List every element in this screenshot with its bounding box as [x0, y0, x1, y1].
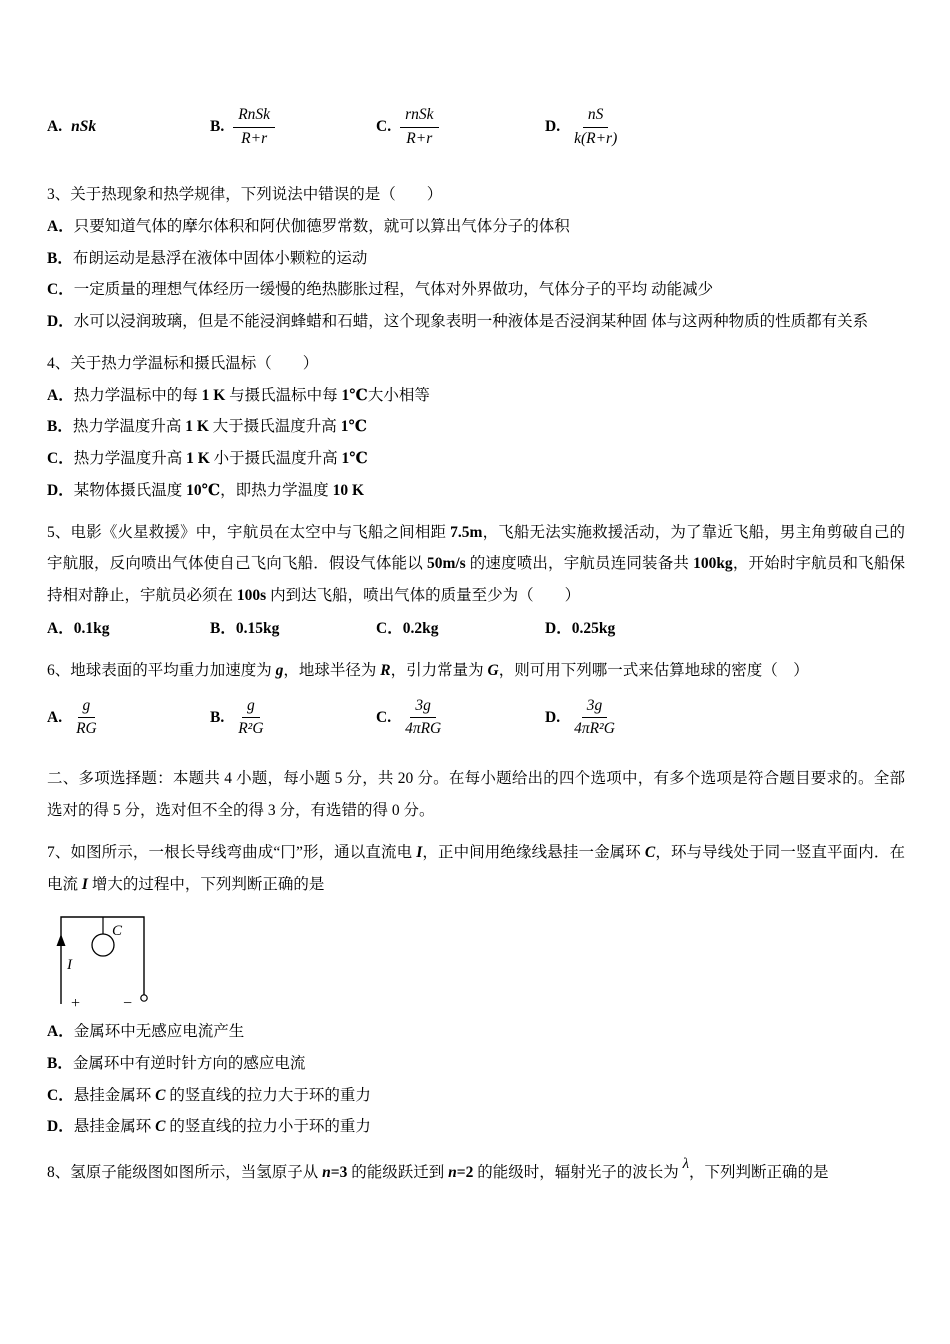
q6-option-a — [47, 696, 210, 739]
q8-stem: 8、氢原子能级图如图所示，当氢原子从 n=3 的能级跃迁到 n=2 的能级时，辐射光子的波长为 λ，下列判断正确的是 — [47, 1156, 829, 1182]
option-label: C． — [376, 619, 403, 637]
q2-option-d — [545, 105, 622, 148]
question-8 — [47, 1157, 905, 1189]
q6-option-c — [376, 696, 545, 739]
fraction — [233, 696, 268, 739]
q2-option-c — [376, 105, 545, 148]
q3-option-a — [47, 211, 905, 243]
q3-stem: 3、关于热现象和热学规律，下列说法中错误的是（ ） — [47, 186, 443, 203]
option-label: C． — [47, 281, 74, 299]
fraction-denominator: 4πR²G — [574, 719, 615, 737]
q7-option-b — [47, 1048, 905, 1080]
option-text: 某物体摄氏温度 10℃，即热力学温度 10 K — [73, 481, 364, 499]
fraction — [233, 105, 275, 148]
q7-option-a — [47, 1016, 905, 1048]
minus-terminal-label: − — [123, 994, 133, 1011]
q6-stem: 6、地球表面的平均重力加速度为 g，地球半径为 R，引力常量为 G，则可用下列哪一式来估算地球的密度（ ） — [47, 661, 809, 679]
plus-terminal-label: + — [71, 994, 81, 1011]
fraction — [400, 105, 438, 148]
option-label: A． — [47, 1023, 74, 1041]
option-text: 一定质量的理想气体经历一缓慢的绝热膨胀过程，气体对外界做功，气体分子的平均 动能减少 — [73, 281, 714, 299]
q4-stem: 4、关于热力学温标和摄氏温标（ ） — [47, 354, 319, 372]
option-value: 0.15kg — [235, 619, 280, 637]
q5-option-a — [47, 613, 210, 645]
option-text: 热力学温度升高 1 K 小于摄氏温度升高 1℃ — [73, 450, 368, 468]
option-text: 金属环中有逆时针方向的感应电流 — [72, 1054, 306, 1072]
fraction-numerator: g — [78, 696, 96, 718]
question-3 — [47, 179, 905, 338]
option-text: 只要知道气体的摩尔体积和阿伏伽德罗常数，就可以算出气体分子的体积 — [73, 217, 570, 235]
option-label: B． — [47, 418, 73, 436]
question-5 — [47, 517, 905, 645]
option-label: C. — [376, 118, 392, 136]
q6-options-row — [47, 687, 905, 747]
fraction-denominator: R+r — [406, 129, 433, 147]
option-label: D． — [545, 619, 572, 637]
option-value: 0.1kg — [73, 619, 110, 637]
question-4 — [47, 348, 905, 507]
q3-option-b — [47, 243, 905, 275]
option-text: 布朗运动是悬浮在液体中固体小颗粒的运动 — [72, 249, 368, 267]
q3-option-d — [47, 306, 905, 338]
q7-figure — [49, 907, 905, 1015]
fraction-numerator: nS — [583, 105, 609, 127]
fraction-denominator: 4πRG — [405, 719, 442, 737]
metal-ring — [92, 934, 114, 956]
q5-option-c — [376, 613, 545, 645]
fraction — [400, 696, 446, 739]
option-label: D. — [545, 118, 561, 136]
option-text: 热力学温度升高 1 K 大于摄氏温度升高 1℃ — [72, 418, 368, 436]
q4-option-c — [47, 443, 905, 475]
option-value: nSk — [71, 118, 97, 136]
option-value: 0.2kg — [402, 619, 439, 637]
fraction-numerator: g — [242, 696, 260, 718]
option-label: C. — [376, 708, 392, 726]
option-label: C． — [47, 450, 74, 468]
option-label: A． — [47, 217, 74, 235]
option-label: B． — [47, 249, 73, 267]
fraction — [71, 696, 102, 739]
section-2-heading: 二、多项选择题：本题共 4 小题，每小题 5 分，共 20 分。在每小题给出的四个选项中，有多个选项是符合题目要求的。全部选对的得 5 分，选对但不全的得 3 分，有选错的得 0 分。 — [47, 770, 905, 820]
option-label: D． — [47, 313, 74, 331]
option-text: 金属环中无感应电流产生 — [73, 1023, 245, 1041]
option-label: B． — [47, 1054, 73, 1072]
option-text: 热力学温标中的每 1 K 与摄氏温标中每 1℃大小相等 — [73, 386, 430, 404]
option-label: D. — [545, 708, 561, 726]
option-text: 悬挂金属环 C 的竖直线的拉力大于环的重力 — [73, 1086, 371, 1104]
fraction-denominator: RG — [76, 719, 97, 737]
q4-option-b — [47, 411, 905, 443]
terminal-circle — [141, 994, 147, 1000]
fraction-numerator: RnSk — [233, 105, 275, 127]
fraction-denominator: k(R+r) — [574, 129, 618, 147]
fraction-denominator: R²G — [238, 719, 264, 737]
q7-option-d — [47, 1111, 905, 1143]
ring-label: C — [112, 922, 123, 939]
q4-option-a — [47, 380, 905, 412]
q3-option-c — [47, 274, 905, 306]
option-label: D． — [47, 1118, 74, 1136]
option-label: B. — [210, 118, 225, 136]
q2-options-row — [47, 97, 905, 157]
fraction-numerator: rnSk — [400, 105, 438, 127]
q6-option-d — [545, 696, 620, 739]
option-label: C． — [47, 1086, 74, 1104]
option-text: 水可以浸润玻璃，但是不能浸润蜂蜡和石蜡，这个现象表明一种液体是否浸润某种固 体与这两种物质的性质都有关系 — [73, 313, 869, 331]
q5-stem: 5、电影《火星救援》中，宇航员在太空中与飞船之间相距 7.5m，飞船无法实施救援活动，为了靠近飞船，男主角剪破自己的宇航服，反向喷出气体使自己飞向飞船．假设气体能以 50m/s 的速度喷出，宇航员连同装备共 100kg，开始时宇航员和飞船保持相对静止，宇航员必须在 100s 内到达飞船，喷出气体的质量至少为（ ） — [47, 523, 905, 605]
q5-option-d — [545, 613, 615, 645]
fraction-denominator: R+r — [241, 129, 268, 147]
current-arrow-icon — [57, 934, 66, 946]
circuit-figure — [49, 907, 177, 1011]
option-label: D． — [47, 481, 74, 499]
fraction — [569, 105, 622, 148]
option-text: 悬挂金属环 C 的竖直线的拉力小于环的重力 — [73, 1118, 371, 1136]
question-7 — [47, 837, 905, 1143]
q2-option-a — [47, 111, 210, 143]
option-label: A． — [47, 386, 74, 404]
q5-options-row — [47, 613, 905, 645]
option-value: 0.25kg — [571, 619, 616, 637]
fraction — [569, 696, 620, 739]
fraction-numerator: 3g — [410, 696, 436, 718]
q6-option-b — [210, 696, 376, 739]
q7-option-c — [47, 1080, 905, 1112]
fraction-numerator: 3g — [582, 696, 608, 718]
q5-option-b — [210, 613, 376, 645]
q7-stem: 7、如图所示，一根长导线弯曲成“冂”形，通以直流电 I，正中间用绝缘线悬挂一金属环 C，环与导线处于同一竖直平面内．在电流 I 增大的过程中，下列判断正确的是 — [47, 844, 905, 893]
option-label: A. — [47, 118, 63, 136]
q2-option-b — [210, 105, 376, 148]
q4-option-d — [47, 475, 905, 507]
option-label: A． — [47, 619, 74, 637]
option-label: A. — [47, 708, 63, 726]
option-label: B. — [210, 708, 225, 726]
option-label: B． — [210, 619, 236, 637]
question-6 — [47, 655, 905, 748]
current-label: I — [67, 956, 72, 973]
